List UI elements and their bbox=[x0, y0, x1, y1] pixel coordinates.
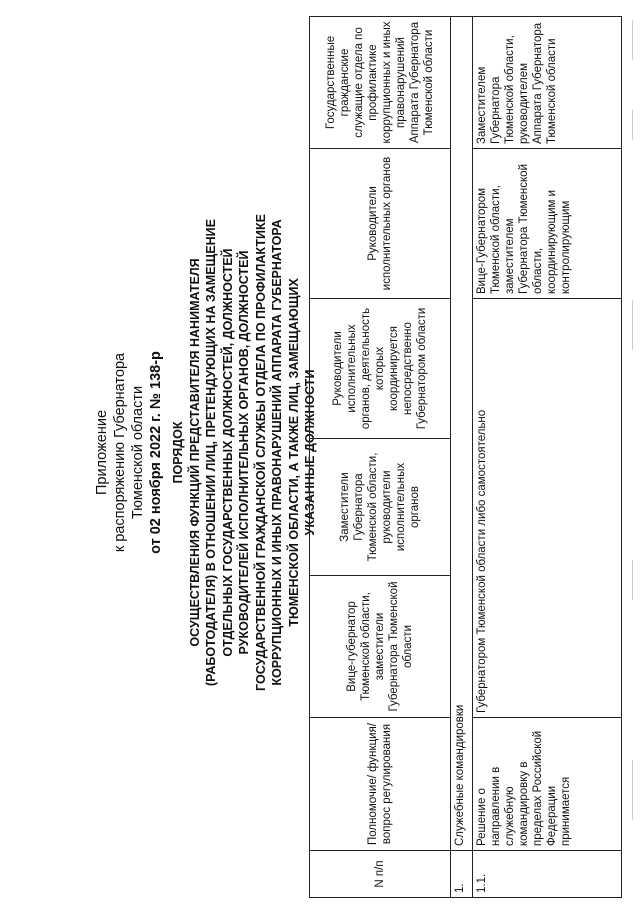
appendix-region: Тюменской области bbox=[130, 385, 146, 520]
appendix-title: Приложение bbox=[94, 409, 110, 496]
heading-line: УКАЗАННЫЕ ДОЛЖНОСТИ bbox=[303, 369, 317, 536]
header-cell-heads-coordinated: Руководители исполнительных органов, деятельность которых координируется непосредственно Губернатором области bbox=[310, 299, 451, 439]
powers-table bbox=[309, 16, 622, 898]
table-header-row bbox=[310, 17, 451, 898]
heading-line: ТЮМЕНСКОЙ ОБЛАСТИ, А ТАКЖЕ ЛИЦ, ЗАМЕЩАЮЩИХ bbox=[286, 278, 301, 627]
header-cell-civil-servants: Государственные гражданские служащие отдела по профилактике коррупционных и иных правонарушений Аппарата Губернатора Тюменской области bbox=[310, 17, 451, 149]
table-row bbox=[473, 17, 622, 898]
header-cell-number: N п/п bbox=[310, 851, 451, 898]
header-cell-heads: Руководители исполнительных органов bbox=[310, 149, 451, 299]
section-number: 1. bbox=[451, 851, 473, 898]
heading-line: (РАБОТОДАТЕЛЯ) В ОТНОШЕНИИ ЛИЦ, ПРЕТЕНДУЮЩИХ НА ЗАМЕЩЕНИЕ bbox=[204, 219, 218, 686]
scan-margin-artifacts bbox=[626, 0, 640, 905]
appendix-date-number: от 02 ноября 2022 г. № 138-р bbox=[148, 351, 164, 554]
header-cell-vice-governor: Вице-губернатор Тюменской области, заместители Губернатора Тюменской области bbox=[310, 576, 451, 718]
heading-line: ГОСУДАРСТВЕННОЙ ГРАЖДАНСКОЙ СЛУЖБЫ ОТДЕЛА ПО ПРОФИЛАКТИКЕ bbox=[253, 214, 268, 691]
heading-line: ОСУЩЕСТВЛЕНИЯ ФУНКЦИЙ ПРЕДСТАВИТЕЛЯ НАНИМАТЕЛЯ bbox=[187, 258, 202, 647]
appendix-reference: к распоряжению Губернатора bbox=[112, 352, 128, 553]
section-title: Служебные командировки bbox=[451, 17, 473, 851]
appendix-block bbox=[93, 0, 165, 905]
row-question: Решение о направлении в служебную командировку в пределах Российской Федерации принимается bbox=[473, 718, 622, 851]
row-civil-servants-cell: Заместителем Губернатора Тюменской области, руководителем Аппарата Губернатора Тюменской области bbox=[473, 17, 622, 149]
row-heads-cell: Вице-Губернатором Тюменской области, заместителем Губернатора Тюменской области, координирующим и контролирующим bbox=[473, 149, 622, 299]
header-cell-power: Полномочие/ функция/вопрос регулирования bbox=[310, 718, 451, 851]
heading-line: ОТДЕЛЬНЫХ ГОСУДАРСТВЕННЫХ ДОЛЖНОСТЕЙ, ДОЛЖНОСТЕЙ bbox=[220, 248, 235, 657]
heading-line: ПОРЯДОК bbox=[171, 421, 185, 484]
document-heading bbox=[170, 0, 319, 905]
header-cell-deputy-governors: Заместители Губернатора Тюменской области, руководители исполнительных органов bbox=[310, 439, 451, 576]
heading-line: КОРРУПЦИОННЫХ И ИНЫХ ПРАВОНАРУШЕНИЙ АППАРАТА ГУБЕРНАТОРА bbox=[270, 219, 284, 686]
row-merged-cell: Губернатором Тюменской области либо самостоятельно bbox=[473, 299, 622, 718]
row-number: 1.1. bbox=[473, 851, 622, 898]
heading-line: РУКОВОДИТЕЛЕЙ ИСПОЛНИТЕЛЬНЫХ ОРГАНОВ, ДОЛЖНОСТЕЙ bbox=[237, 250, 251, 655]
table-section-row bbox=[451, 17, 473, 898]
